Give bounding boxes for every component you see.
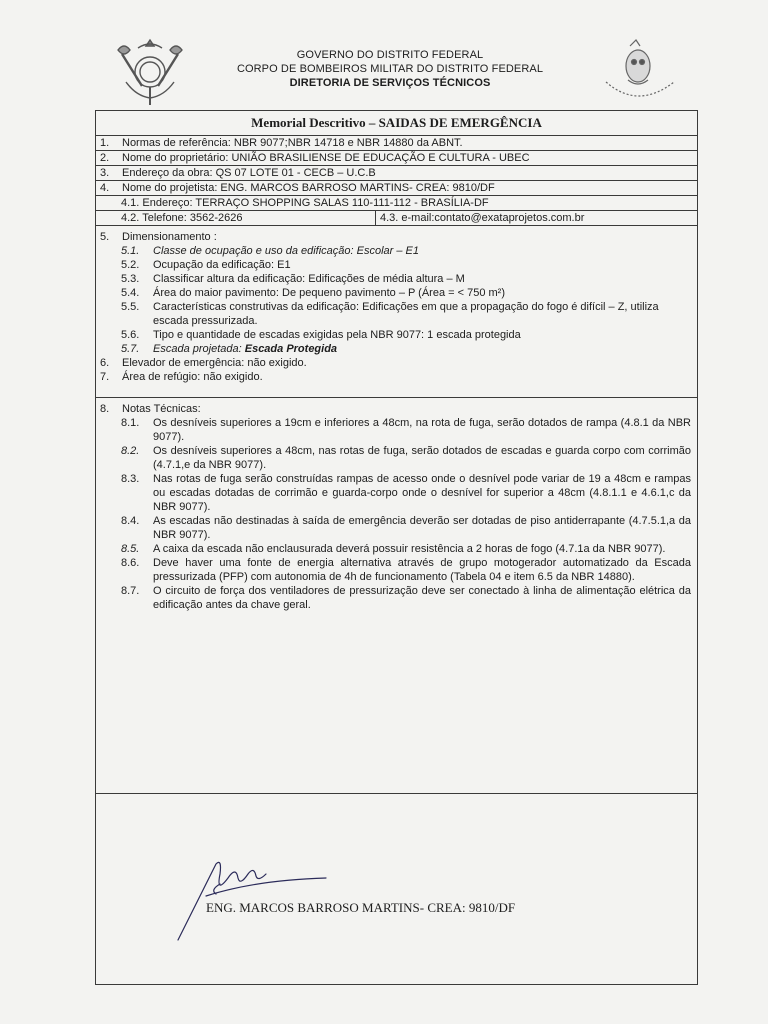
fire-department-crest-icon bbox=[112, 34, 188, 108]
item-text: Os desníveis superiores a 48cm, nas rotas de fuga, serão dotados de escadas e guarda corpo com corrimão (4.7.1,e da NBR 9077). bbox=[153, 445, 691, 471]
item-text: Classificar altura da edificação: Edificações de média altura – M bbox=[153, 273, 465, 285]
item-text: Classe de ocupação e uso da edificação: Escolar – E1 bbox=[153, 245, 419, 257]
phone-cell: 4.2. Telefone: 3562-2626 bbox=[96, 211, 376, 225]
list-item bbox=[96, 542, 697, 556]
email-cell: 4.3. e-mail:contato@exataprojetos.com.br bbox=[380, 212, 585, 224]
list-item bbox=[96, 328, 697, 342]
header-line-government: GOVERNO DO DISTRITO FEDERAL bbox=[296, 49, 484, 61]
list-item bbox=[96, 472, 697, 514]
item-text: Escada projetada: bbox=[153, 343, 245, 355]
list-item bbox=[96, 244, 697, 258]
row-number: 2. bbox=[100, 152, 110, 164]
row-number: 7. bbox=[100, 371, 110, 383]
item-text: Ocupação da edificação: E1 bbox=[153, 259, 291, 271]
row-text: Nome do projetista: ENG. MARCOS BARROSO MARTINS- CREA: 9810/DF bbox=[122, 182, 495, 194]
header-text-block bbox=[190, 48, 590, 90]
section-dimensioning bbox=[96, 226, 697, 398]
header-line-directorate: DIRETORIA DE SERVIÇOS TÉCNICOS bbox=[289, 77, 491, 89]
row-designer bbox=[96, 181, 697, 196]
signature-area bbox=[96, 794, 697, 1002]
section-technical-notes bbox=[96, 398, 697, 794]
item-text: Nas rotas de fuga serão construídas rampas de acesso onde o desnível pode variar de 19 a 48cm e rampas ou escadas dotadas de corrimão e guarda-corpo onde o desnível for superior a 48cm (4.8.1.1 e 4.6.1,c da NBR 9077). bbox=[153, 473, 691, 513]
item-text: As escadas não destinadas à saída de emergência deverão ser dotadas de piso antiderrapante (4.7.5.1,a da NBR 9077). bbox=[153, 515, 691, 541]
list-item bbox=[96, 444, 697, 472]
memorial-form bbox=[95, 110, 698, 985]
section-label: Dimensionamento : bbox=[122, 231, 217, 243]
section-number: 5. bbox=[100, 231, 110, 243]
row-text: 4.1. Endereço: TERRAÇO SHOPPING SALAS 110-111-112 - BRASÍLIA-DF bbox=[121, 197, 489, 209]
item-number: 5.4. bbox=[121, 287, 140, 299]
section-number: 8. bbox=[100, 403, 110, 415]
list-item bbox=[96, 584, 697, 612]
section-label: Notas Técnicas: bbox=[122, 403, 201, 415]
row-designer-address bbox=[96, 196, 697, 211]
section-heading bbox=[96, 230, 697, 244]
item-text: Características construtivas da edificação: Edificações em que a propagação do fogo é difícil – Z, utiliza escada pressurizada. bbox=[153, 301, 659, 327]
row-contact bbox=[96, 211, 697, 226]
row-number: 3. bbox=[100, 167, 110, 179]
item-text: O circuito de força dos ventiladores de pressurização deve ser conectado à linha de alimentação elétrica da edificação antes da chave geral. bbox=[153, 585, 691, 611]
signatory-name: ENG. MARCOS BARROSO MARTINS- CREA: 9810/DF bbox=[206, 900, 516, 915]
row-number: 1. bbox=[100, 137, 110, 149]
item-text: Os desníveis superiores a 19cm e inferiores a 48cm, na rota de fuga, serão dotados de rampa (4.8.1 da NBR 9077). bbox=[153, 417, 691, 443]
list-item bbox=[96, 300, 697, 328]
list-item bbox=[96, 556, 697, 584]
row-site-address bbox=[96, 166, 697, 181]
item-number: 5.7. bbox=[121, 343, 140, 355]
row-number: 4. bbox=[100, 182, 110, 194]
item-text: Deve haver uma fonte de energia alternativa através de grupo motogerador automatizado da Escada pressurizada (PFP) com autonomia de 4h de funcionamento (Tabela 04 e item 6.5 da NBR 14880). bbox=[153, 557, 691, 583]
row-owner bbox=[96, 151, 697, 166]
form-title: Memorial Descritivo – SAIDAS DE EMERGÊNCIA bbox=[96, 111, 697, 136]
item-number: 5.6. bbox=[121, 329, 140, 341]
item-number: 5.1. bbox=[121, 245, 140, 257]
item-number: 5.3. bbox=[121, 273, 140, 285]
row-refuge-area bbox=[96, 370, 697, 384]
item-number: 8.6. bbox=[121, 557, 140, 569]
row-norms bbox=[96, 136, 697, 151]
document-header bbox=[0, 34, 768, 110]
row-text: Elevador de emergência: não exigido. bbox=[122, 357, 307, 369]
item-number: 5.5. bbox=[121, 301, 140, 313]
item-number: 8.1. bbox=[121, 417, 140, 429]
row-text: Nome do proprietário: UNIÃO BRASILIENSE DE EDUCAÇÃO E CULTURA - UBEC bbox=[122, 152, 530, 164]
section-heading bbox=[96, 402, 697, 416]
row-number: 6. bbox=[100, 357, 110, 369]
list-item bbox=[96, 416, 697, 444]
item-number: 8.2. bbox=[121, 445, 140, 457]
list-item bbox=[96, 514, 697, 542]
item-number: 8.5. bbox=[121, 543, 140, 555]
handwritten-signature-icon bbox=[176, 854, 346, 944]
item-text: Área do maior pavimento: De pequeno pavimento – P (Área = < 750 m²) bbox=[153, 287, 505, 299]
item-number: 5.2. bbox=[121, 259, 140, 271]
row-text: Área de refúgio: não exigido. bbox=[122, 371, 263, 383]
row-elevator bbox=[96, 356, 697, 370]
mascot-seal-icon bbox=[598, 36, 682, 112]
item-text: Tipo e quantidade de escadas exigidas pela NBR 9077: 1 escada protegida bbox=[153, 329, 521, 341]
item-number: 8.7. bbox=[121, 585, 140, 597]
list-item bbox=[96, 342, 697, 356]
item-number: 8.4. bbox=[121, 515, 140, 527]
list-item bbox=[96, 272, 697, 286]
row-text: Endereço da obra: QS 07 LOTE 01 - CECB – U.C.B bbox=[122, 167, 376, 179]
item-text-bold: Escada Protegida bbox=[244, 343, 338, 355]
header-line-corps: CORPO DE BOMBEIROS MILITAR DO DISTRITO FEDERAL bbox=[236, 63, 544, 75]
list-item bbox=[96, 286, 697, 300]
item-number: 8.3. bbox=[121, 473, 140, 485]
list-item bbox=[96, 258, 697, 272]
item-text: A caixa da escada não enclausurada deverá possuir resistência a 2 horas de fogo (4.7.1a da NBR 9077). bbox=[153, 543, 666, 555]
row-text: Normas de referência: NBR 9077;NBR 14718 e NBR 14880 da ABNT. bbox=[122, 137, 463, 149]
